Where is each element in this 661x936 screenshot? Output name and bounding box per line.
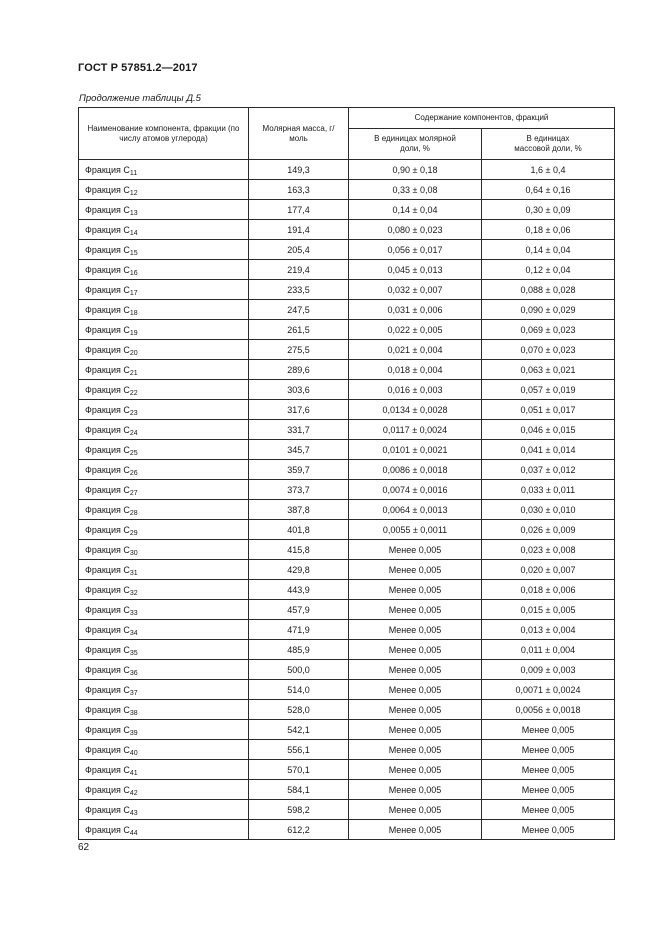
carbon-number: 21 — [129, 369, 138, 377]
cell-molar-share: 0,33 ± 0,08 — [349, 180, 482, 200]
table-row — [79, 760, 615, 780]
cell-molar-mass: 401,8 — [249, 520, 349, 540]
cell-mass-share: 0,018 ± 0,006 — [482, 580, 615, 600]
cell-mass-share: Менее 0,005 — [482, 780, 615, 800]
cell-molar-share: 0,045 ± 0,013 — [349, 260, 482, 280]
fraction-label: Фракция C — [85, 824, 130, 835]
table-row — [79, 340, 615, 360]
cell-molar-mass: 191,4 — [249, 220, 349, 240]
cell-fraction-name — [79, 320, 249, 340]
carbon-number: 43 — [129, 809, 138, 817]
table-row — [79, 620, 615, 640]
table-row — [79, 180, 615, 200]
fraction-label: Фракция C — [85, 304, 130, 315]
cell-mass-share: 0,088 ± 0,028 — [482, 280, 615, 300]
carbon-number: 38 — [129, 709, 138, 717]
cell-molar-share: 0,0134 ± 0,0028 — [349, 400, 482, 420]
table-row — [79, 560, 615, 580]
carbon-number: 39 — [129, 729, 138, 737]
cell-mass-share: 0,037 ± 0,012 — [482, 460, 615, 480]
cell-mass-share: 1,6 ± 0,4 — [482, 160, 615, 180]
carbon-number: 11 — [129, 169, 138, 177]
fraction-label: Фракция C — [85, 324, 130, 335]
cell-mass-share: 0,046 ± 0,015 — [482, 420, 615, 440]
fraction-label: Фракция C — [85, 644, 130, 655]
fraction-label: Фракция C — [85, 424, 130, 435]
fraction-label: Фракция C — [85, 204, 130, 215]
cell-molar-mass: 415,8 — [249, 540, 349, 560]
fraction-label: Фракция C — [85, 344, 130, 355]
table-row — [79, 360, 615, 380]
cell-fraction-name — [79, 600, 249, 620]
fraction-label: Фракция C — [85, 804, 130, 815]
table-row — [79, 460, 615, 480]
cell-molar-mass: 443,9 — [249, 580, 349, 600]
carbon-number: 19 — [129, 329, 138, 337]
cell-molar-share: 0,90 ± 0,18 — [349, 160, 482, 180]
cell-molar-mass: 528,0 — [249, 700, 349, 720]
cell-fraction-name — [79, 480, 249, 500]
table-row — [79, 800, 615, 820]
cell-molar-mass: 331,7 — [249, 420, 349, 440]
cell-fraction-name — [79, 560, 249, 580]
carbon-number: 41 — [129, 769, 138, 777]
column-header-content: Содержание компонентов, фракций — [349, 108, 615, 129]
cell-mass-share: 0,033 ± 0,011 — [482, 480, 615, 500]
carbon-number: 27 — [129, 489, 138, 497]
cell-mass-share: 0,013 ± 0,004 — [482, 620, 615, 640]
cell-molar-share: Менее 0,005 — [349, 540, 482, 560]
cell-fraction-name — [79, 360, 249, 380]
cell-mass-share: 0,30 ± 0,09 — [482, 200, 615, 220]
carbon-number: 20 — [129, 349, 138, 357]
cell-molar-share: Менее 0,005 — [349, 680, 482, 700]
cell-molar-mass: 542,1 — [249, 720, 349, 740]
cell-fraction-name — [79, 760, 249, 780]
cell-molar-mass: 612,2 — [249, 820, 349, 840]
cell-molar-share: 0,0086 ± 0,0018 — [349, 460, 482, 480]
cell-mass-share: 0,070 ± 0,023 — [482, 340, 615, 360]
cell-molar-share: 0,021 ± 0,004 — [349, 340, 482, 360]
cell-molar-mass: 373,7 — [249, 480, 349, 500]
carbon-number: 44 — [129, 829, 138, 837]
cell-fraction-name — [79, 720, 249, 740]
cell-mass-share: Менее 0,005 — [482, 740, 615, 760]
cell-mass-share: 0,026 ± 0,009 — [482, 520, 615, 540]
table-row — [79, 820, 615, 840]
table-row — [79, 700, 615, 720]
table-row — [79, 580, 615, 600]
cell-molar-mass: 598,2 — [249, 800, 349, 820]
cell-fraction-name — [79, 220, 249, 240]
cell-mass-share: 0,18 ± 0,06 — [482, 220, 615, 240]
table-row — [79, 400, 615, 420]
cell-molar-mass: 584,1 — [249, 780, 349, 800]
cell-molar-share: 0,032 ± 0,007 — [349, 280, 482, 300]
cell-mass-share: 0,015 ± 0,005 — [482, 600, 615, 620]
cell-molar-share: 0,0055 ± 0,0011 — [349, 520, 482, 540]
cell-mass-share: 0,051 ± 0,017 — [482, 400, 615, 420]
fraction-label: Фракция C — [85, 504, 130, 515]
cell-fraction-name — [79, 400, 249, 420]
cell-molar-share: 0,0064 ± 0,0013 — [349, 500, 482, 520]
table-row — [79, 720, 615, 740]
cell-molar-mass: 429,8 — [249, 560, 349, 580]
carbon-number: 16 — [129, 269, 138, 277]
cell-molar-mass: 359,7 — [249, 460, 349, 480]
carbon-number: 25 — [129, 449, 138, 457]
cell-mass-share: 0,020 ± 0,007 — [482, 560, 615, 580]
cell-mass-share: Менее 0,005 — [482, 800, 615, 820]
cell-fraction-name — [79, 580, 249, 600]
fraction-label: Фракция C — [85, 284, 130, 295]
carbon-number: 28 — [129, 509, 138, 517]
cell-mass-share: Менее 0,005 — [482, 820, 615, 840]
fraction-label: Фракция C — [85, 624, 130, 635]
cell-mass-share: 0,14 ± 0,04 — [482, 240, 615, 260]
carbon-number: 15 — [129, 249, 138, 257]
table-row — [79, 300, 615, 320]
cell-fraction-name — [79, 740, 249, 760]
fraction-label: Фракция C — [85, 724, 130, 735]
cell-molar-mass: 457,9 — [249, 600, 349, 620]
fraction-label: Фракция C — [85, 684, 130, 695]
fraction-label: Фракция C — [85, 184, 130, 195]
cell-fraction-name — [79, 200, 249, 220]
table-row — [79, 500, 615, 520]
fraction-label: Фракция C — [85, 364, 130, 375]
cell-fraction-name — [79, 240, 249, 260]
cell-fraction-name — [79, 280, 249, 300]
cell-fraction-name — [79, 460, 249, 480]
cell-molar-share: Менее 0,005 — [349, 600, 482, 620]
cell-fraction-name — [79, 420, 249, 440]
carbon-number: 24 — [129, 429, 138, 437]
cell-fraction-name — [79, 260, 249, 280]
cell-fraction-name — [79, 380, 249, 400]
carbon-number: 40 — [129, 749, 138, 757]
table-row — [79, 320, 615, 340]
carbon-number: 29 — [129, 529, 138, 537]
cell-molar-share: Менее 0,005 — [349, 760, 482, 780]
table-row — [79, 200, 615, 220]
cell-molar-mass: 500,0 — [249, 660, 349, 680]
document-header: ГОСТ Р 57851.2—2017 — [78, 62, 198, 74]
cell-mass-share: 0,041 ± 0,014 — [482, 440, 615, 460]
cell-mass-share: 0,011 ± 0,004 — [482, 640, 615, 660]
carbon-number: 23 — [129, 409, 138, 417]
carbon-number: 33 — [129, 609, 138, 617]
cell-molar-mass: 387,8 — [249, 500, 349, 520]
cell-fraction-name — [79, 700, 249, 720]
table-row — [79, 380, 615, 400]
cell-fraction-name — [79, 800, 249, 820]
cell-molar-mass: 149,3 — [249, 160, 349, 180]
carbon-number: 26 — [129, 469, 138, 477]
fraction-label: Фракция C — [85, 784, 130, 795]
cell-fraction-name — [79, 520, 249, 540]
cell-fraction-name — [79, 180, 249, 200]
cell-molar-share: 0,018 ± 0,004 — [349, 360, 482, 380]
cell-molar-mass: 289,6 — [249, 360, 349, 380]
cell-mass-share: 0,0071 ± 0,0024 — [482, 680, 615, 700]
cell-molar-mass: 205,4 — [249, 240, 349, 260]
carbon-number: 30 — [129, 549, 138, 557]
table-row — [79, 680, 615, 700]
table-row — [79, 440, 615, 460]
cell-molar-mass: 219,4 — [249, 260, 349, 280]
cell-molar-share: Менее 0,005 — [349, 660, 482, 680]
cell-fraction-name — [79, 620, 249, 640]
fraction-label: Фракция C — [85, 404, 130, 415]
cell-molar-mass: 556,1 — [249, 740, 349, 760]
table-row — [79, 540, 615, 560]
cell-molar-share: 0,0101 ± 0,0021 — [349, 440, 482, 460]
carbon-number: 14 — [129, 229, 138, 237]
cell-mass-share: 0,069 ± 0,023 — [482, 320, 615, 340]
cell-fraction-name — [79, 660, 249, 680]
cell-mass-share: 0,64 ± 0,16 — [482, 180, 615, 200]
cell-molar-mass: 275,5 — [249, 340, 349, 360]
cell-molar-share: 0,0117 ± 0,0024 — [349, 420, 482, 440]
table-row — [79, 740, 615, 760]
cell-molar-mass: 233,5 — [249, 280, 349, 300]
cell-fraction-name — [79, 540, 249, 560]
carbon-number: 35 — [129, 649, 138, 657]
cell-mass-share: Менее 0,005 — [482, 760, 615, 780]
cell-molar-share: 0,022 ± 0,005 — [349, 320, 482, 340]
cell-mass-share: 0,063 ± 0,021 — [482, 360, 615, 380]
cell-mass-share: 0,090 ± 0,029 — [482, 300, 615, 320]
fraction-label: Фракция C — [85, 664, 130, 675]
cell-fraction-name — [79, 820, 249, 840]
table-row — [79, 520, 615, 540]
cell-molar-mass: 471,9 — [249, 620, 349, 640]
fraction-label: Фракция C — [85, 584, 130, 595]
table-row — [79, 600, 615, 620]
cell-fraction-name — [79, 640, 249, 660]
cell-molar-share: 0,14 ± 0,04 — [349, 200, 482, 220]
cell-molar-mass: 177,4 — [249, 200, 349, 220]
carbon-number: 34 — [129, 629, 138, 637]
cell-molar-mass: 514,0 — [249, 680, 349, 700]
table-row — [79, 240, 615, 260]
cell-fraction-name — [79, 680, 249, 700]
table-row — [79, 660, 615, 680]
cell-mass-share: Менее 0,005 — [482, 720, 615, 740]
fraction-label: Фракция C — [85, 524, 130, 535]
cell-molar-mass: 317,6 — [249, 400, 349, 420]
cell-molar-mass: 345,7 — [249, 440, 349, 460]
fraction-label: Фракция C — [85, 444, 130, 455]
fraction-label: Фракция C — [85, 164, 130, 175]
cell-molar-share: Менее 0,005 — [349, 640, 482, 660]
cell-molar-share: 0,056 ± 0,017 — [349, 240, 482, 260]
table-caption: Продолжение таблицы Д.5 — [79, 93, 201, 104]
fraction-label: Фракция C — [85, 764, 130, 775]
cell-fraction-name — [79, 780, 249, 800]
table-row — [79, 220, 615, 240]
composition-table — [78, 107, 615, 840]
fraction-label: Фракция C — [85, 484, 130, 495]
table-row — [79, 780, 615, 800]
fraction-label: Фракция C — [85, 384, 130, 395]
cell-fraction-name — [79, 340, 249, 360]
cell-fraction-name — [79, 160, 249, 180]
fraction-label: Фракция C — [85, 744, 130, 755]
fraction-label: Фракция C — [85, 704, 130, 715]
cell-molar-mass: 303,6 — [249, 380, 349, 400]
fraction-label: Фракция C — [85, 544, 130, 555]
cell-molar-share: 0,080 ± 0,023 — [349, 220, 482, 240]
cell-molar-share: 0,031 ± 0,006 — [349, 300, 482, 320]
carbon-number: 12 — [129, 189, 138, 197]
cell-molar-share: Менее 0,005 — [349, 580, 482, 600]
carbon-number: 31 — [129, 569, 138, 577]
column-header-mass-share: В единицах массовой доли, % — [482, 129, 615, 160]
cell-mass-share: 0,030 ± 0,010 — [482, 500, 615, 520]
table-row — [79, 280, 615, 300]
cell-molar-share: Менее 0,005 — [349, 560, 482, 580]
cell-mass-share: 0,057 ± 0,019 — [482, 380, 615, 400]
cell-molar-mass: 485,9 — [249, 640, 349, 660]
cell-fraction-name — [79, 440, 249, 460]
carbon-number: 22 — [129, 389, 138, 397]
cell-fraction-name — [79, 500, 249, 520]
cell-molar-share: Менее 0,005 — [349, 780, 482, 800]
table-body — [79, 160, 615, 840]
carbon-number: 42 — [129, 789, 138, 797]
cell-molar-share: Менее 0,005 — [349, 620, 482, 640]
fraction-label: Фракция C — [85, 604, 130, 615]
cell-molar-share: Менее 0,005 — [349, 740, 482, 760]
column-header-name: Наименование компонента, фракции (по числу атомов углерода) — [79, 108, 249, 160]
cell-mass-share: 0,009 ± 0,003 — [482, 660, 615, 680]
carbon-number: 36 — [129, 669, 138, 677]
table-row — [79, 420, 615, 440]
cell-molar-share: Менее 0,005 — [349, 700, 482, 720]
cell-molar-share: 0,0074 ± 0,0016 — [349, 480, 482, 500]
fraction-label: Фракция C — [85, 464, 130, 475]
cell-mass-share: 0,12 ± 0,04 — [482, 260, 615, 280]
fraction-label: Фракция C — [85, 564, 130, 575]
table-row — [79, 160, 615, 180]
cell-molar-mass: 570,1 — [249, 760, 349, 780]
carbon-number: 32 — [129, 589, 138, 597]
fraction-label: Фракция C — [85, 264, 130, 275]
table-row — [79, 480, 615, 500]
cell-molar-share: 0,016 ± 0,003 — [349, 380, 482, 400]
cell-mass-share: 0,0056 ± 0,0018 — [482, 700, 615, 720]
carbon-number: 13 — [129, 209, 138, 217]
table-row — [79, 260, 615, 280]
cell-molar-mass: 247,5 — [249, 300, 349, 320]
column-header-molar-mass: Молярная масса, г/моль — [249, 108, 349, 160]
fraction-label: Фракция C — [85, 224, 130, 235]
carbon-number: 18 — [129, 309, 138, 317]
carbon-number: 17 — [129, 289, 138, 297]
fraction-label: Фракция C — [85, 244, 130, 255]
cell-molar-mass: 163,3 — [249, 180, 349, 200]
cell-molar-share: Менее 0,005 — [349, 820, 482, 840]
cell-molar-share: Менее 0,005 — [349, 720, 482, 740]
table-row — [79, 640, 615, 660]
cell-mass-share: 0,023 ± 0,008 — [482, 540, 615, 560]
page-number: 62 — [78, 842, 90, 853]
cell-molar-share: Менее 0,005 — [349, 800, 482, 820]
cell-molar-mass: 261,5 — [249, 320, 349, 340]
cell-fraction-name — [79, 300, 249, 320]
carbon-number: 37 — [129, 689, 138, 697]
column-header-molar-share: В единицах молярной доли, % — [349, 129, 482, 160]
